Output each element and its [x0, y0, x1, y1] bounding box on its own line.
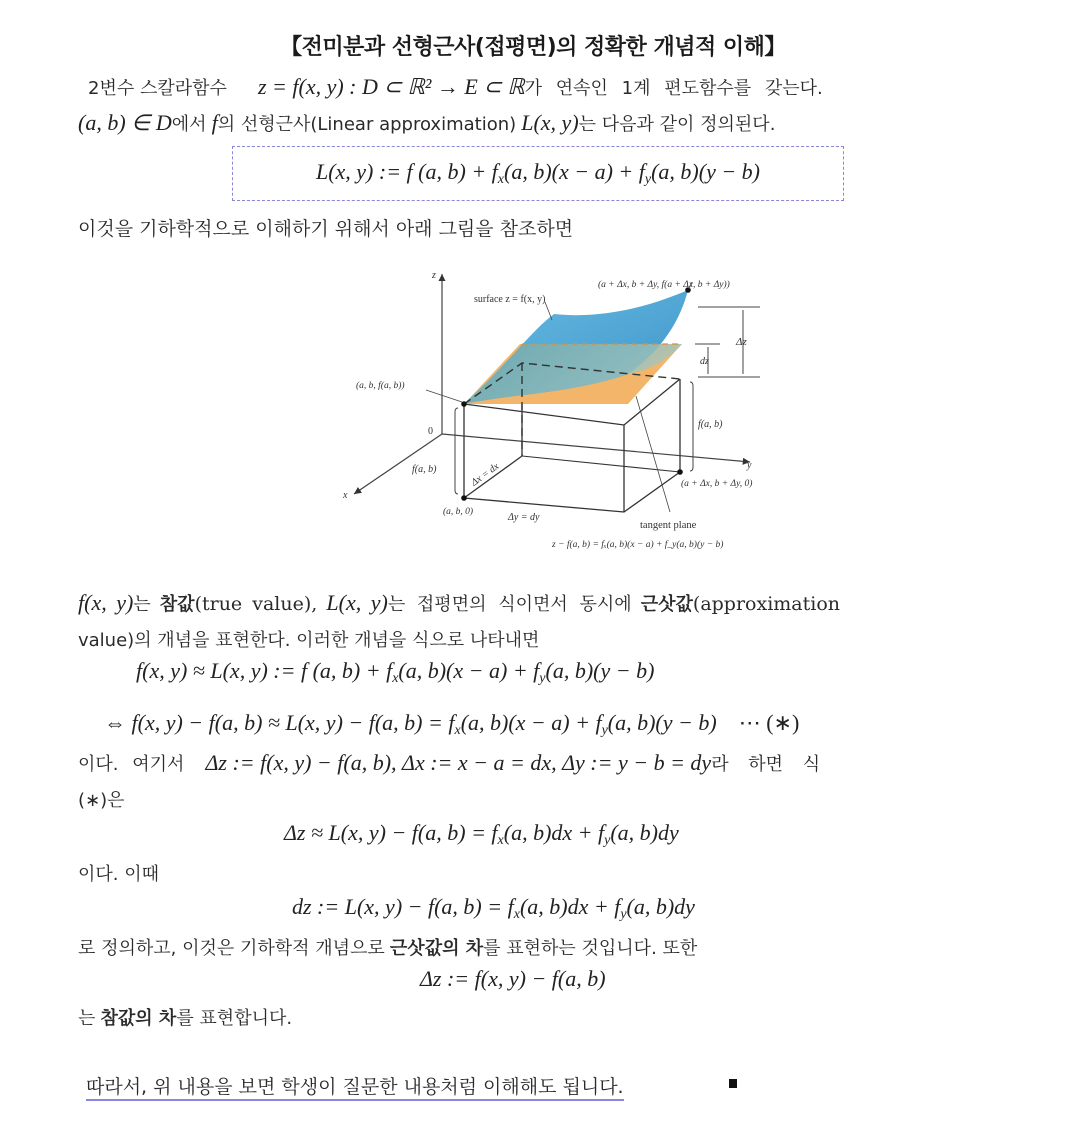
formula-part: ⇔ f(x, y) − f(a, b) ≈ L(x, y) − f(a, b) = f	[104, 710, 455, 735]
subscript: x	[392, 671, 399, 686]
dz-label: dz	[700, 356, 709, 367]
subscript: x	[513, 907, 520, 922]
tangent-plane-figure	[340, 262, 820, 562]
formula-part: (a, b)(x − a) + f	[504, 159, 645, 184]
math-inline: f(x, y)	[78, 590, 134, 615]
math-inline: L(x, y)	[326, 590, 388, 615]
subscript: y	[644, 172, 652, 187]
subscript: x	[497, 833, 504, 848]
intro-text: 가 연속인 1계 편도함수를 갖는다.	[524, 78, 823, 99]
point-ab0	[461, 495, 467, 501]
bold-term: 근삿값	[640, 594, 693, 615]
intro-math: (a, b) ∈ D	[78, 110, 172, 135]
document-title: 【전미분과 선형근사(접평면)의 정확한 개념적 이해】	[280, 35, 786, 60]
dy-label: Δy = dy	[508, 512, 540, 523]
intro-line-1	[88, 74, 823, 100]
far-point-label: (a + Δx, b + Δy, 0)	[681, 479, 753, 489]
approximation-equation	[136, 658, 654, 687]
formula-part: dz := L(x, y) − f(a, b) = f	[292, 894, 514, 919]
formula-part: L(x, y) := f (a, b) + f	[315, 159, 498, 184]
bracket-left	[455, 408, 458, 494]
top-point-label: (a + Δx, b + Δy, f(a + Δx, b + Δy))	[598, 280, 730, 290]
dz-definition-equation	[292, 894, 695, 923]
bold-term: 참값	[159, 594, 195, 615]
end-of-proof-mark	[729, 1079, 737, 1088]
axis-y-label: y	[747, 460, 752, 471]
leader-line	[545, 302, 552, 320]
text: 는 접평면의 식이면서 동시에	[387, 594, 632, 615]
formula-part: (a, b)(x − a) + f	[398, 658, 540, 683]
equivalence-equation	[104, 710, 799, 739]
intro-math: L(x, y)	[521, 110, 579, 135]
text: 를 표현하는 것입니다. 또한	[483, 938, 698, 959]
text: (approximation	[692, 593, 841, 615]
text: 는	[78, 1008, 96, 1029]
text: 이다. 여기서	[78, 754, 185, 775]
intro-text: 의 선형근사(Linear approximation)	[217, 114, 517, 135]
para-4	[78, 934, 697, 960]
text: 로 정의하고, 이것은 기하학적 개념으로	[78, 938, 385, 959]
text: 를 표현합니다.	[176, 1008, 293, 1029]
axis-x-label: x	[343, 490, 348, 501]
ab0-label: (a, b, 0)	[443, 507, 474, 517]
subscript: y	[539, 671, 546, 686]
point-abfab	[461, 401, 467, 407]
para-2-line-1	[78, 750, 820, 776]
formula-part: f(x, y) ≈ L(x, y) := f (a, b) + f	[136, 658, 393, 683]
delta-z-definition: Δz := f(x, y) − f(a, b)	[420, 966, 606, 991]
delta-z-approx-equation	[284, 820, 679, 849]
fab-right-label: f(a, b)	[698, 419, 723, 430]
para-2-line-2: (∗)은	[78, 790, 125, 811]
definition-box	[232, 146, 844, 201]
formula-part: (a, b)(y − b)	[545, 658, 655, 683]
geometry-intro: 이것을 기하학적으로 이해하기 위해서 아래 그림을 참조하면	[78, 218, 574, 240]
formula-part: (a, b)dy	[610, 820, 679, 845]
point-far	[677, 469, 683, 475]
bracket-right	[690, 382, 693, 471]
intro-text: 는 다음과 같이 정의된다.	[578, 114, 776, 135]
para-1-line-2: value)의 개념을 표현한다. 이러한 개념을 식으로 나타내면	[78, 630, 540, 651]
text: 라 하면 식	[711, 754, 821, 775]
bold-term: 근삿값의 차	[389, 938, 484, 959]
base-point-label: (a, b, f(a, b))	[356, 381, 405, 391]
bold-term: 참값의 차	[100, 1008, 177, 1029]
axis-z-label: z	[432, 270, 436, 281]
subscript: y	[601, 723, 608, 738]
formula-part: (a, b)(y − b)	[607, 710, 717, 735]
subscript: y	[604, 833, 611, 848]
fab-left-label: f(a, b)	[412, 464, 437, 475]
text: (true value),	[194, 593, 318, 615]
origin-label: 0	[428, 426, 433, 437]
formula-part: (a, b)dx + f	[503, 820, 605, 845]
dx-label: Δx = dx	[469, 461, 502, 489]
para-5	[78, 1004, 292, 1030]
subscript: x	[454, 723, 461, 738]
delta-z-label: Δz	[736, 336, 747, 348]
para-1-line-1	[78, 590, 840, 616]
intro-text: 2변수 스칼라함수	[88, 78, 227, 99]
formula-part: (a, b)dy	[626, 894, 695, 919]
formula-part: (a, b)(y − b)	[651, 159, 761, 184]
tangent-plane-label: tangent plane	[640, 520, 697, 531]
tangent-plane-equation: z − f(a, b) = fₓ(a, b)(x − a) + f_y(a, b)(y − b)	[552, 540, 724, 550]
intro-line-2	[78, 110, 775, 136]
math-inline: Δz := f(x, y) − f(a, b), Δx := x − a = dx, Δy := y − b = dy	[205, 750, 712, 775]
text: 는	[133, 594, 151, 615]
surface-label: surface z = f(x, y)	[474, 294, 546, 305]
subscript: y	[620, 907, 627, 922]
para-3: 이다. 이때	[78, 864, 159, 885]
box-base	[464, 472, 680, 512]
conclusion-text: 따라서, 위 내용을 보면 학생이 질문한 내용처럼 이해해도 됩니다.	[86, 1072, 624, 1101]
formula-part: Δz ≈ L(x, y) − f(a, b) = f	[284, 820, 498, 845]
y-axis	[442, 434, 750, 462]
formula-part: (a, b)(x − a) + f	[460, 710, 602, 735]
linear-approximation-formula	[233, 159, 843, 188]
intro-math: z = f(x, y) : D ⊂ ℝ² → E ⊂ ℝ	[257, 74, 525, 99]
formula-part: (a, b)dx + f	[519, 894, 621, 919]
leader-line	[426, 390, 462, 402]
intro-text: 에서	[171, 114, 207, 135]
equation-tag: ⋯ (∗)	[738, 710, 800, 735]
intro-math: f	[211, 110, 218, 135]
subscript: x	[497, 172, 504, 187]
